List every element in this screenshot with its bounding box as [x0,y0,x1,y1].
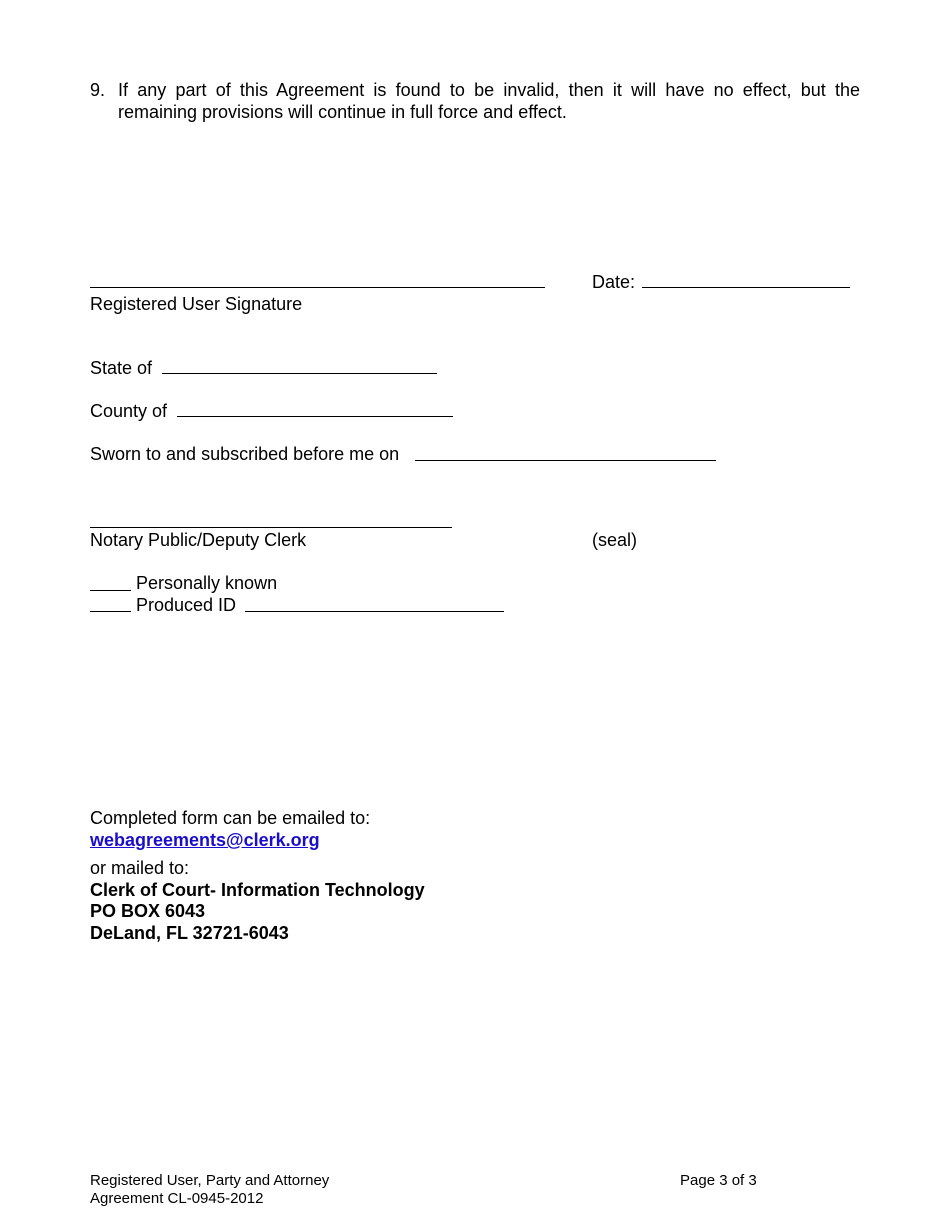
email-intro: Completed form can be emailed to: [90,808,371,828]
address-line-2: PO BOX 6043 [90,901,206,921]
clause-9 [90,79,860,123]
state-line[interactable] [162,373,437,374]
produced-id-line[interactable] [245,611,504,612]
footer-page-number: Page 3 of 3 [680,1172,757,1189]
personally-known-label: Personally known [136,573,278,593]
clause-number: 9. [90,80,106,100]
sworn-date-line[interactable] [415,460,716,461]
date-line[interactable] [642,287,850,288]
notary-label: Notary Public/Deputy Clerk [90,530,307,550]
personally-known-checkbox-line[interactable] [90,590,131,591]
signature-line[interactable] [90,287,545,288]
mail-intro: or mailed to: [90,858,190,878]
notary-signature-line[interactable] [90,527,452,528]
footer-left-line-1: Registered User, Party and Attorney [90,1172,330,1189]
state-label: State of [90,358,153,378]
clause-text: If any part of this Agreement is found to be invalid, then it will have no effect, but the remaining provisions will continue in full force and effect. [118,80,860,122]
seal-label: (seal) [592,530,638,550]
date-label: Date: [592,272,636,292]
produced-id-checkbox-line[interactable] [90,611,131,612]
signature-label: Registered User Signature [90,294,303,314]
address-line-1: Clerk of Court- Information Technology [90,880,425,900]
county-label: County of [90,401,168,421]
date-field [592,271,635,293]
sworn-label: Sworn to and subscribed before me on [90,444,400,464]
footer-left-line-2: Agreement CL-0945-2012 [90,1190,264,1207]
county-line[interactable] [177,416,453,417]
email-link[interactable]: webagreements@clerk.org [90,830,320,850]
address-line-3: DeLand, FL 32721-6043 [90,923,289,943]
produced-id-label: Produced ID [136,595,237,615]
